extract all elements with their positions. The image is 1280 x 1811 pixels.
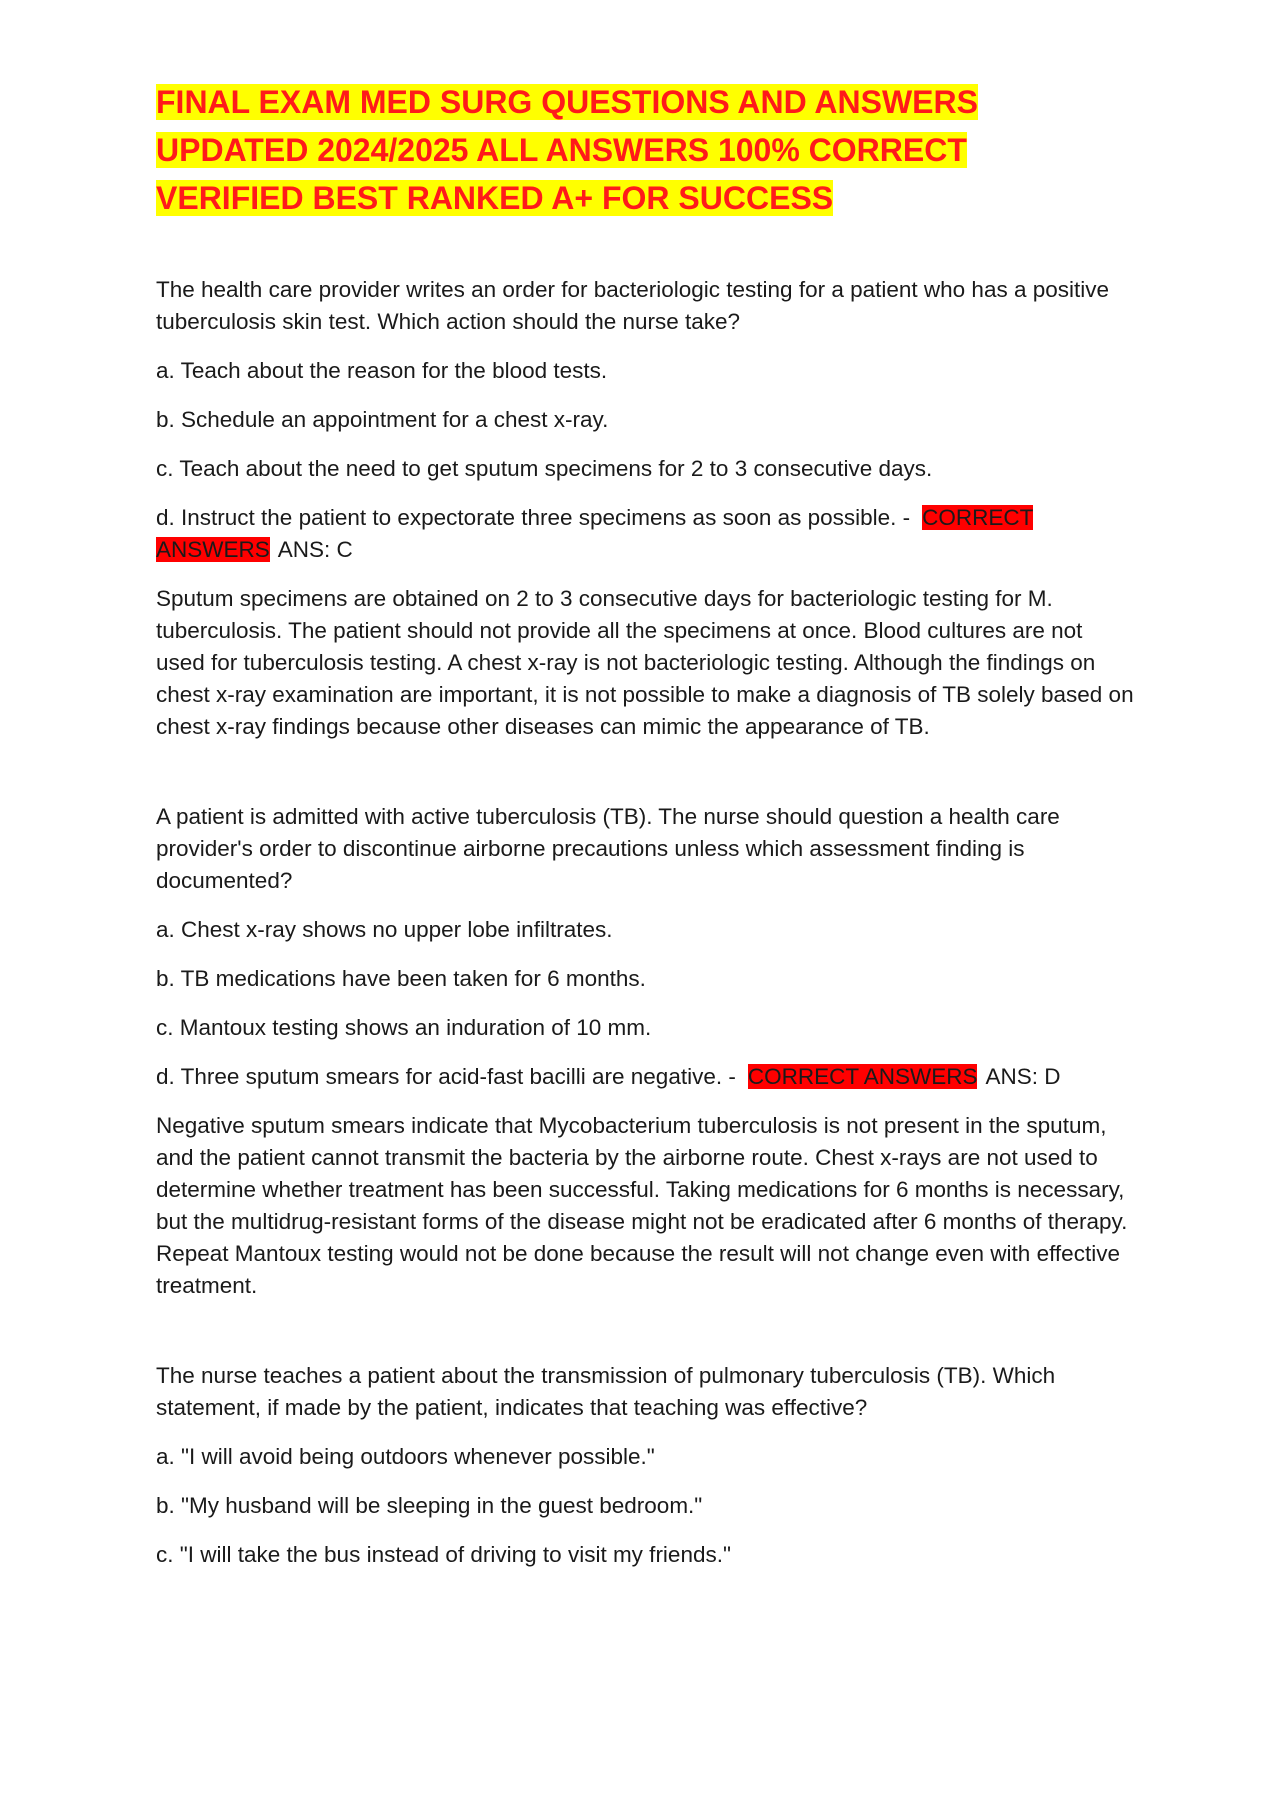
option-d-with-answer <box>156 502 1136 566</box>
option-a: a. Teach about the reason for the blood tests. <box>156 358 608 383</box>
option-c: c. Teach about the need to get sputum specimens for 2 to 3 consecutive days. <box>156 456 933 481</box>
question-stem: A patient is admitted with active tuberculosis (TB). The nurse should question a health care provider's order to discontinue airborne precautions unless which assessment finding is documented? <box>156 804 1060 893</box>
option-a: a. Chest x-ray shows no upper lobe infiltrates. <box>156 917 613 942</box>
document-page <box>156 78 1136 1588</box>
question-stem: The nurse teaches a patient about the transmission of pulmonary tuberculosis (TB). Which statement, if made by the patient, indicates that teaching was effective? <box>156 1363 1056 1420</box>
correct-answers-tag: CORRECT ANSWERS <box>747 1064 978 1089</box>
option-b: b. Schedule an appointment for a chest x-ray. <box>156 407 609 432</box>
title-line-3: VERIFIED BEST RANKED A+ FOR SUCCESS <box>156 180 834 216</box>
option-a: a. "I will avoid being outdoors whenever possible." <box>156 1444 655 1469</box>
title-line-1: FINAL EXAM MED SURG QUESTIONS AND ANSWERS <box>156 84 978 120</box>
question-stem: The health care provider writes an order for bacteriologic testing for a patient who has a positive tuberculosis skin test. Which action should the nurse take? <box>156 277 1110 334</box>
option-c: c. "I will take the bus instead of driving to visit my friends." <box>156 1542 731 1567</box>
question-1 <box>156 274 1136 743</box>
question-2 <box>156 801 1136 1302</box>
rationale: Sputum specimens are obtained on 2 to 3 consecutive days for bacteriologic testing for M. tuberculosis. The patient should not provide all the specimens at once. Blood cultures are not used for tuberculosis testing. A chest x-ray is not bacteriologic testing. Although the findings on chest x-ray examination are important, it is not possible to make a diagnosis of TB solely based on chest x-ray findings because other diseases can mimic the appearance of TB. <box>156 586 1134 739</box>
option-b: b. TB medications have been taken for 6 months. <box>156 966 646 991</box>
document-title <box>156 78 1136 222</box>
answer-key: ANS: D <box>985 1064 1061 1089</box>
question-3 <box>156 1360 1136 1571</box>
option-d: d. Instruct the patient to expectorate three specimens as soon as possible. - <box>156 505 911 530</box>
option-c: c. Mantoux testing shows an induration of 10 mm. <box>156 1015 652 1040</box>
correct-answers-tag: CORRECT ANSWERS <box>156 505 1034 562</box>
option-b: b. "My husband will be sleeping in the guest bedroom." <box>156 1493 703 1518</box>
option-d: d. Three sputum smears for acid-fast bacilli are negative. - <box>156 1064 736 1089</box>
answer-key: ANS: C <box>277 537 353 562</box>
title-line-2: UPDATED 2024/2025 ALL ANSWERS 100% CORRECT <box>156 132 967 168</box>
rationale: Negative sputum smears indicate that Mycobacterium tuberculosis is not present in the sputum, and the patient cannot transmit the bacteria by the airborne route. Chest x-rays are not used to determine whether treatment has been successful. Taking medications for 6 months is necessary, but the multidrug-resistant forms of the disease might not be eradicated after 6 months of therapy. Repeat Mantoux testing would not be done because the result will not change even with effective treatment. <box>156 1113 1128 1298</box>
option-d-with-answer <box>156 1061 1136 1093</box>
